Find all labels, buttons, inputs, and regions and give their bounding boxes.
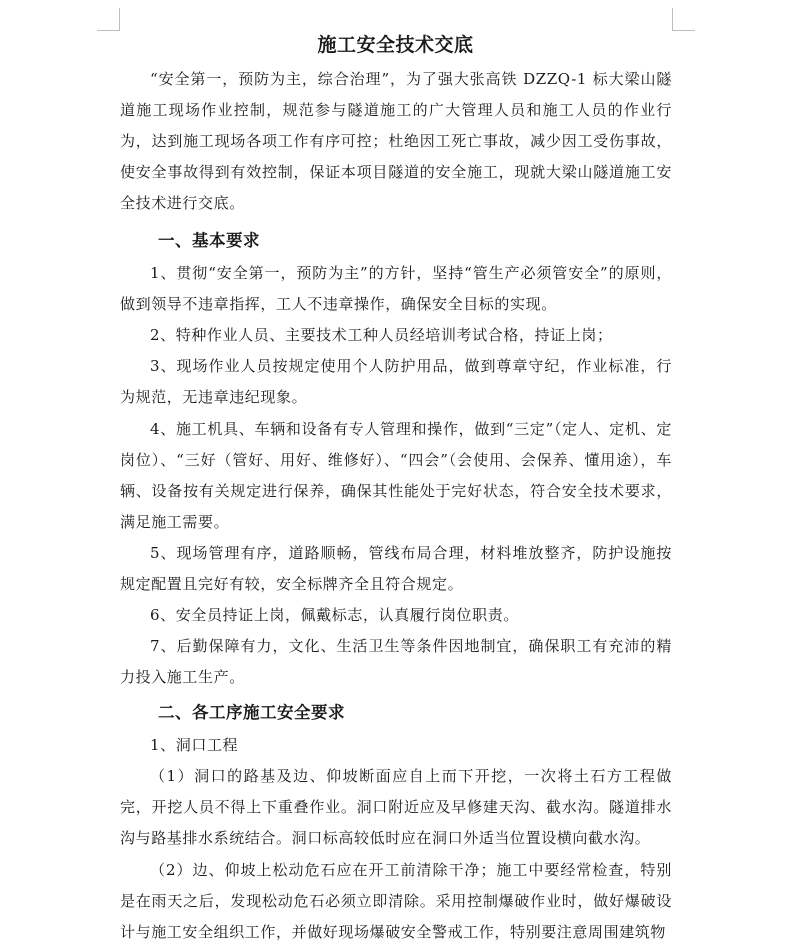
requirement-item-7: 7、后勤保障有力，文化、生活卫生等条件因地制宜，确保职工有充沛的精力投入施工生产。 bbox=[120, 637, 672, 686]
requirement-item-5: 5、现场管理有序，道路顺畅，管线布局合理，材料堆放整齐，防护设施按规定配置且完好有较，安全标牌齐全且符合规定。 bbox=[120, 544, 672, 593]
document-title: 施工安全技术交底 bbox=[317, 34, 474, 56]
intro-paragraph: “安全第一，预防为主，综合治理”，为了强大张高铁 DZZQ-1 标大梁山隧道施工现场作业控制，规范参与隧道施工的广大管理人员和施工人员的作业行为，达到施工现场各项工作有序可控；杜绝因工死亡事故，减少因工受伤事故，使安全事故得到有效控制，保证本项目隧道的安全施工，现就大梁山隧道施工安全技术进行交底。 bbox=[120, 70, 672, 212]
requirement-item-1: 1、贯彻“安全第一，预防为主”的方针，坚持“管生产必须管安全”的原则，做到领导不违章指挥，工人不违章操作，确保安全目标的实现。 bbox=[120, 264, 672, 313]
requirement-item-4: 4、施工机具、车辆和设备有专人管理和操作，做到“三定”（定人、定机、定岗位）、“三好（管好、用好、维修好）、“四会”（会使用、会保养、懂用途），车辆、设备按有关规定进行保养，确保其性能处于完好状态，符合安全技术要求，满足施工需要。 bbox=[120, 420, 672, 531]
portal-works-paragraph-1: （1）洞口的路基及边、仰坡断面应自上而下开挖，一次将土石方工程做完，开挖人员不得上下重叠作业。洞口附近应及早修建天沟、截水沟。隧道排水沟与路基排水系统结合。洞口标高较低时应在洞口外适当位置设横向截水沟。 bbox=[120, 767, 672, 847]
section-heading-basic-requirements: 一、基本要求 bbox=[157, 231, 260, 250]
requirement-item-3: 3、现场作业人员按规定使用个人防护用品，做到尊章守纪，作业标准，行为规范，无违章违纪现象。 bbox=[120, 357, 672, 406]
requirement-item-6: 6、安全员持证上岗，佩戴标志，认真履行岗位职责。 bbox=[150, 606, 519, 624]
subheading-portal-works: 1、洞口工程 bbox=[150, 736, 239, 754]
requirement-item-2: 2、特种作业人员、主要技术工种人员经培训考试合格，持证上岗； bbox=[150, 326, 613, 344]
portal-works-paragraph-2: （2）边、仰坡上松动危石应在开工前清除干净；施工中要经常检查，特别是在雨天之后，发现松动危石必须立即清除。采用控制爆破作业时，做好爆破设计与施工安全组织工作，并做好现场爆破安全警戒工作，特别要注意周围建筑物 bbox=[120, 861, 672, 941]
margin-corner-mark-left bbox=[97, 8, 120, 31]
margin-corner-mark-right bbox=[672, 8, 695, 31]
section-heading-process-requirements: 二、各工序施工安全要求 bbox=[157, 703, 345, 722]
